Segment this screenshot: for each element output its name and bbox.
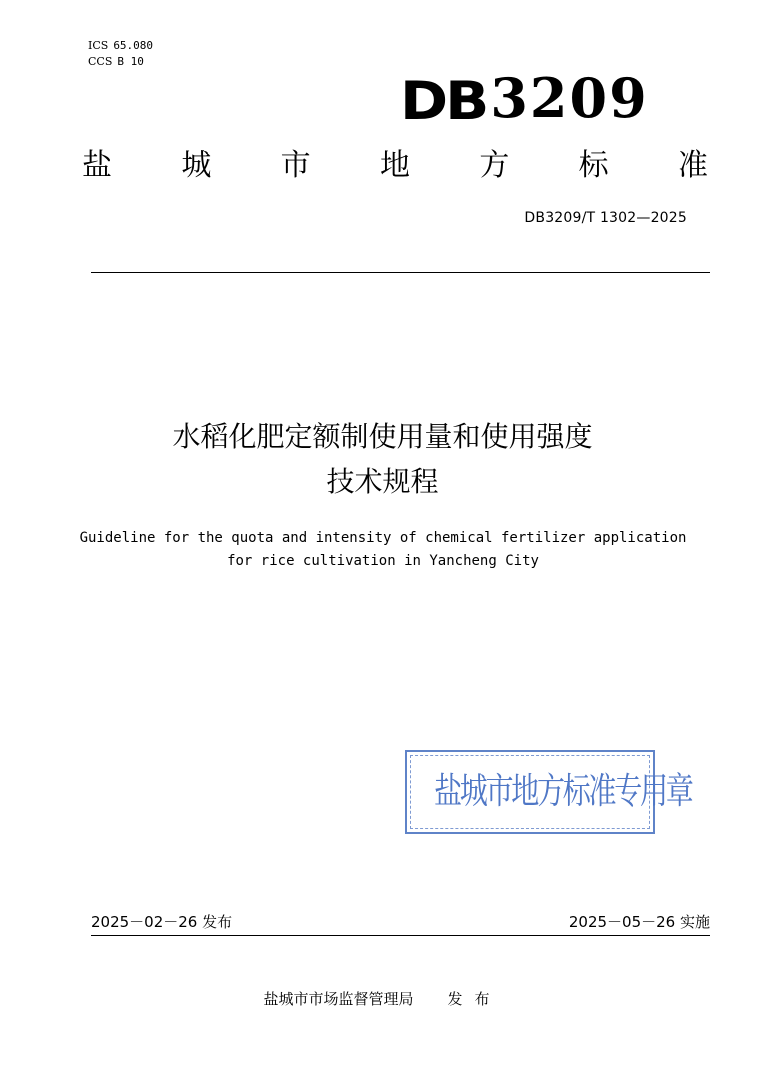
ics-value: 65.080: [113, 39, 154, 52]
ics-label: ICS: [88, 39, 109, 52]
db-logo-prefix: DB: [400, 70, 487, 132]
title-en-line2: for rice cultivation in Yancheng City: [227, 553, 539, 569]
db-logo: [400, 66, 649, 132]
implement-date: 2025－05－26 实施: [568, 913, 710, 931]
db-logo-number: 3209: [490, 66, 649, 130]
footer-divider: [91, 935, 710, 936]
city-standard-char: 市: [280, 148, 311, 183]
header-divider: [91, 272, 710, 273]
ccs-label: CCS: [88, 55, 113, 68]
official-seal-stamp: [405, 750, 692, 834]
title-en-line1: Guideline for the quota and intensity of chemical fertilizer application: [79, 530, 687, 546]
publisher-verb: 发布: [447, 990, 502, 1008]
ccs-line: [88, 54, 153, 70]
city-standard-heading: [80, 146, 710, 186]
city-standard-char: 准: [677, 148, 708, 183]
standard-number: DB3209/T 1302—2025: [524, 210, 687, 226]
classification-codes: [88, 38, 153, 70]
ics-line: [88, 38, 153, 54]
stamp-text: 盐城市地方标准专用章: [434, 771, 692, 812]
city-standard-char: 方: [479, 148, 510, 183]
issue-date: 2025－02－26 发布: [91, 913, 233, 931]
city-standard-char: 盐: [82, 148, 112, 183]
publisher: [0, 988, 765, 1010]
title-cn-line2: 技术规程: [326, 465, 439, 498]
ccs-value: B 10: [117, 55, 144, 68]
title-cn-line1: 水稻化肥定额制使用量和使用强度: [172, 420, 593, 453]
city-standard-char: 城: [181, 148, 212, 183]
city-standard-char: 地: [379, 148, 410, 183]
publisher-authority: 盐城市市场监督管理局: [263, 990, 414, 1008]
city-standard-char: 标: [578, 148, 609, 183]
